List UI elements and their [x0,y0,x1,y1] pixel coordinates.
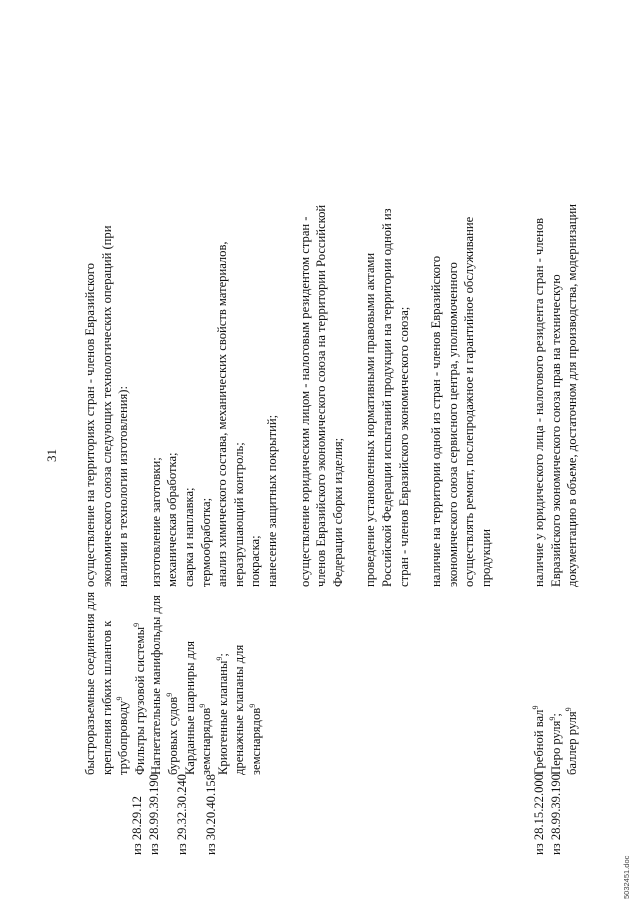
product-line: дренажные клапаны для [232,644,247,775]
req-line: продукции [478,528,493,587]
product-line: быстроразъемные соединения для [83,591,97,775]
req-line: Российской Федерации испытаний продукции на территории одной из [379,208,394,587]
req-line: членов Евразийского экономического союза на территории Российской [314,204,329,587]
req-line: проведение установленных нормативными правовыми актами [363,252,378,587]
product-line: Нагнетательные манифольды для [149,595,164,775]
product-item: баллер руля$^9$ [564,707,580,775]
product-item: буровых судов$^9$ [164,692,180,775]
req-line: наличие на территории одной из стран - членов Евразийского [429,255,444,587]
req-line: механическая обработка; [165,452,180,587]
req-line: наличие у юридического лица - налогового резидента стран - членов [532,217,546,587]
req-line: термообработка; [198,497,213,587]
req-line: покраска; [248,535,263,587]
product-item: Гребной вал$^9$ [530,705,546,775]
code: из 30.20.40.158 [203,774,218,855]
req-line: наличии в технологии изготовления): [116,386,131,587]
req-line: анализ химического состава, механических свойств материалов, [215,241,230,587]
req-line: неразрушающий контроль; [231,442,246,587]
req-line: стран - членов Евразийского экономического союза; [396,306,411,587]
req-line: экономического союза сервисного центра, уполномоченного [445,262,460,587]
row-1-requirements [82,205,494,587]
req-line: сварка и наплавка; [181,487,196,587]
row-2-codes [531,774,564,855]
req-line: нанесение защитных покрытий; [264,414,279,587]
row-1-codes [129,774,219,855]
req-line: Евразийского экономического союза прав на техническую [548,274,563,587]
code: из 28.29.12 [130,796,144,855]
product-item: Перо руля$^9$; [547,713,563,775]
req-line: Федерации сборки изделия; [330,437,345,587]
row-1-products [82,592,265,775]
code: из 29.32.30.240 [175,774,190,855]
req-line: осуществлять ремонт, послепродажное и гарантийное обслуживание [462,216,477,587]
code: из 28.99.39.190 [146,774,161,855]
row-2-requirements [531,204,581,587]
footer-filename: 5032451.doc [622,855,631,899]
page-number: 31 [44,449,59,462]
code: из 28.15.22.000 [532,774,546,855]
req-line: документацию в объеме, достаточном для производства, модернизации [565,204,580,587]
product-item: земснарядов$^9$ [197,703,214,775]
product-item: трубопроводу$^9$ [115,696,131,775]
req-line: изготовление заготовки; [148,457,163,587]
req-line: экономического союза следующих технологических операций (при [99,225,114,587]
product-line: Карданные шарниры для [182,640,197,775]
code: из 28.99.39.190 [548,774,563,855]
req-line: осуществление юридическим лицом - налоговым резидентом стран - [297,216,312,587]
product-line: крепления гибких шлангов к [99,620,114,775]
product-item: земснарядов$^9$ [247,703,263,775]
row-2-products [531,706,581,775]
product-item: Криогенные клапаны$^9$; [214,653,230,775]
product-item: Фильтры грузовой системы$^9$ [131,622,147,775]
req-line: осуществление на территориях стран - членов Евразийского [83,263,97,587]
